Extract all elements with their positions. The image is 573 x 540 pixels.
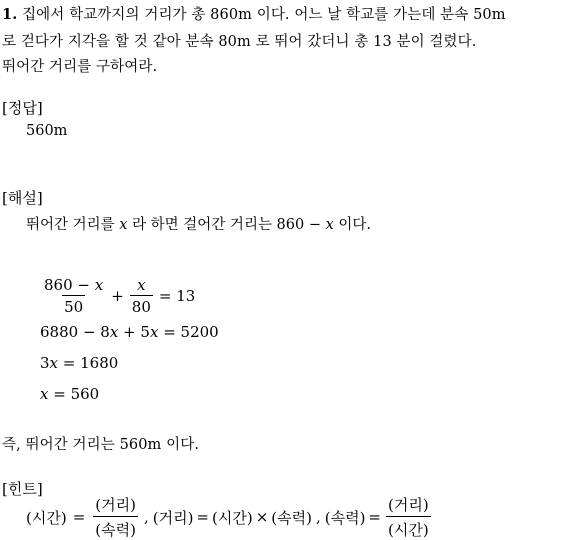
equation-2 (40, 323, 219, 341)
eq3-var: x (49, 354, 59, 372)
hint-comma-2: , (315, 508, 321, 526)
intro-post: 이다. (338, 217, 372, 233)
problem-number: 1. (2, 6, 18, 23)
problem-line-1 (2, 3, 506, 24)
eq2-part-b: + 5 (118, 323, 150, 341)
hint-formulas (26, 494, 433, 540)
intro-mid: 라 하면 걸어간 거리는 860 − (132, 217, 321, 233)
problem-text-1: 집에서 학교까지의 거리가 총 860m 이다. 어느 날 학교를 가는데 분속 50m (22, 7, 506, 23)
hint-times: × (255, 508, 269, 526)
hint-speed-2: (속력) (271, 508, 312, 527)
hint-distance-2: (거리) (152, 508, 194, 527)
hint-frac1-den: (속력) (93, 516, 138, 540)
frac1-num-var: x (94, 276, 104, 294)
eq2-part-c: = 5200 (158, 323, 219, 341)
explanation-label: [해설] (2, 189, 43, 207)
hint-time-2: (시간) (212, 508, 253, 527)
problem-line-2: 로 걷다가 지각을 할 것 같아 분속 80m 로 뛰어 갔더니 총 13 분이 걸렸다. (2, 34, 477, 50)
hint-label: [힌트] (2, 480, 43, 498)
hint-speed-3: (속력) (324, 508, 366, 527)
intro-var-x: x (119, 217, 128, 233)
answer-value: 560m (26, 123, 68, 139)
hint-frac1-num: (거리) (95, 496, 136, 514)
hint-eq-2: = (196, 508, 209, 526)
equation-1-rhs: = 13 (158, 287, 196, 305)
hint-frac2-num: (거리) (388, 496, 429, 514)
answer-label: [정답] (2, 99, 43, 117)
hint-fraction-1 (93, 494, 138, 540)
hint-frac2-den: (시간) (386, 516, 431, 540)
fraction-1 (42, 276, 105, 316)
hint-eq-3: = (368, 508, 381, 526)
eq2-var-2: x (149, 323, 159, 341)
plus-sign: + (111, 287, 124, 305)
hint-fraction-2 (386, 494, 431, 540)
equation-1 (40, 276, 195, 316)
eq2-part-a: 6880 − 8 (40, 323, 110, 341)
eq3-part-b: = 1680 (58, 354, 119, 372)
hint-time-1: (시간) (26, 508, 67, 527)
conclusion: 즉, 뛰어간 거리는 560m 이다. (2, 437, 200, 453)
fraction-2-numerator: x (137, 276, 146, 294)
explanation-intro (26, 213, 371, 234)
fraction-1-denominator: 50 (62, 295, 85, 316)
hint-comma-1: , (143, 508, 149, 526)
eq2-var-1: x (109, 323, 119, 341)
fraction-1-numerator (42, 276, 105, 295)
eq4-part-b: = 560 (48, 385, 100, 403)
fraction-2-denominator: 80 (130, 295, 153, 316)
problem-line-3: 뛰어간 거리를 구하여라. (2, 59, 158, 75)
frac1-num-const: 860 − (44, 276, 90, 294)
eq4-var: x (40, 385, 49, 403)
equation-4 (40, 385, 99, 403)
equation-3 (40, 354, 118, 372)
intro-pre: 뛰어간 거리를 (26, 217, 115, 233)
intro-var-x-2: x (325, 217, 334, 233)
eq3-part-a: 3 (40, 354, 50, 372)
hint-eq-1: = (72, 508, 86, 526)
fraction-2 (130, 276, 153, 316)
